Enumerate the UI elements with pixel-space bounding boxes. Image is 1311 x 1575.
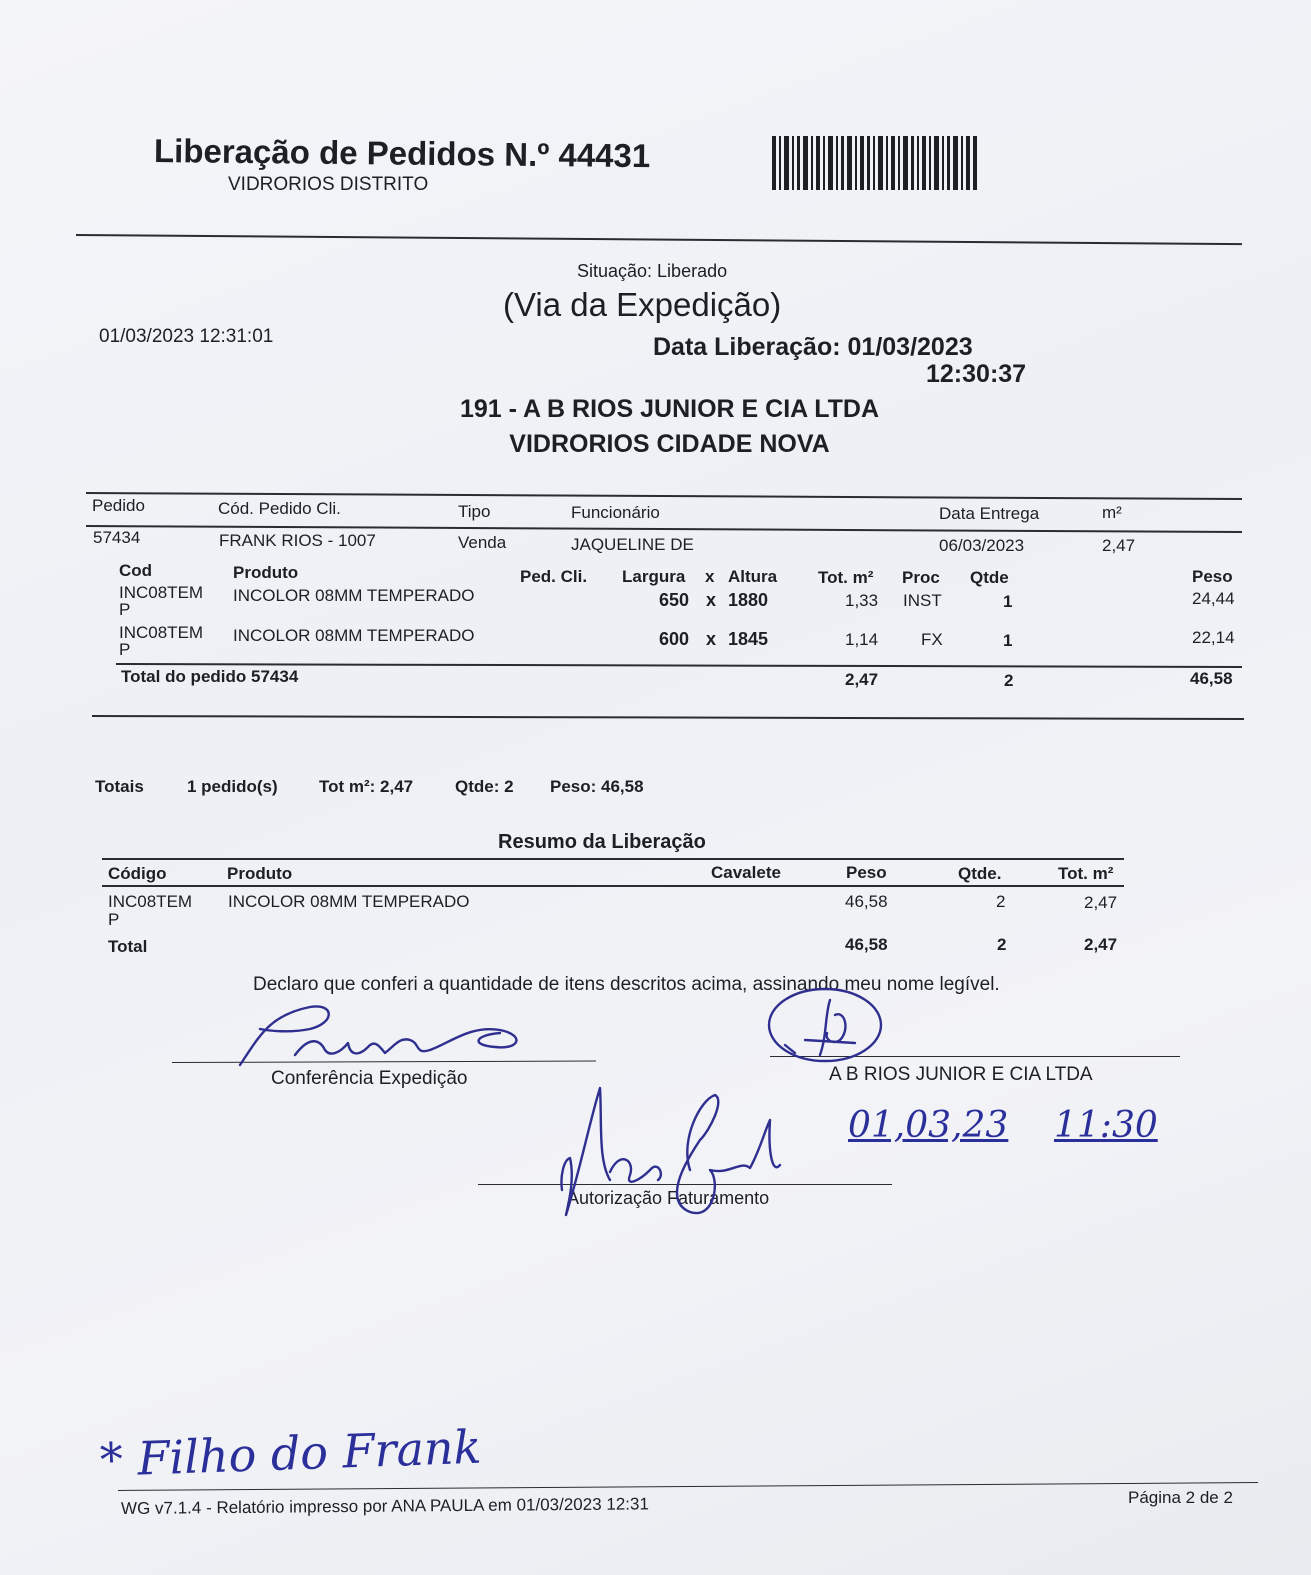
document-subtitle: VIDRORIOS DISTRITO (228, 174, 429, 195)
summary-col-cavalete: Cavalete (711, 863, 781, 882)
summary-peso: 46,58 (845, 892, 888, 911)
totals-tot-m2: Tot m²: 2,47 (319, 777, 414, 796)
item-altura: 1880 (728, 590, 769, 610)
totals-pedidos: 1 pedido(s) (187, 777, 278, 796)
summary-col-tot-m2: Tot. m² (1058, 864, 1114, 883)
item-cod: INC08TEM P (119, 623, 204, 659)
summary-col-codigo: Código (108, 864, 167, 883)
item-cod: INC08TEM P (119, 583, 204, 619)
via-label: (Via da Expedição) (503, 286, 782, 323)
print-timestamp: 01/03/2023 12:31:01 (99, 326, 274, 347)
summary-total-qtde: 2 (997, 935, 1007, 954)
col-cod-pedido-cli: Cód. Pedido Cli. (218, 499, 341, 518)
order-data-entrega: 06/03/2023 (939, 536, 1025, 555)
item-proc: INST (903, 591, 942, 610)
summary-col-peso: Peso (846, 863, 887, 882)
item-produto: INCOLOR 08MM TEMPERADO (233, 586, 475, 605)
barcode (772, 136, 978, 190)
item-largura: 650 (659, 590, 690, 610)
item-peso: 24,44 (1192, 589, 1235, 608)
totals-qtde: Qtde: 2 (455, 777, 514, 796)
item-col-tot-m2: Tot. m² (818, 568, 874, 587)
order-total-peso: 46,58 (1190, 669, 1233, 688)
col-m2: m² (1102, 503, 1122, 522)
company-name: 191 - A B RIOS JUNIOR E CIA LTDA (459, 395, 880, 423)
order-cod-pedido-cli: FRANK RIOS - 1007 (219, 531, 376, 550)
item-qtde: 1 (1003, 592, 1013, 611)
item-proc: FX (921, 630, 943, 649)
item-tot-m2: 1,33 (845, 591, 879, 610)
item-x: x (706, 629, 717, 649)
item-col-largura: Largura (622, 567, 686, 586)
order-table-bottom-rule (92, 715, 1244, 720)
company-branch: VIDRORIOS CIDADE NOVA (509, 430, 830, 458)
signature-ana-paula (540, 1080, 790, 1220)
handwritten-date: 01,03,23 (848, 1105, 1009, 1146)
item-qtde: 1 (1003, 631, 1013, 650)
release-time: 12:30:37 (926, 360, 1027, 388)
summary-total-label: Total (108, 937, 148, 956)
item-x: x (706, 590, 717, 610)
col-pedido: Pedido (92, 496, 145, 515)
order-total-qtde: 2 (1004, 671, 1014, 690)
summary-produto: INCOLOR 08MM TEMPERADO (228, 892, 470, 911)
handwritten-time: 11:30 (1054, 1105, 1158, 1146)
summary-total-tot-m2: 2,47 (1084, 935, 1118, 954)
order-m2: 2,47 (1102, 536, 1136, 555)
header-divider (76, 234, 1242, 245)
footer-printed-by: WG v7.1.4 - Relatório impresso por ANA PAULA em 01/03/2023 12:31 (120, 1494, 649, 1518)
signature-paula (200, 995, 560, 1075)
summary-top-rule (102, 858, 1124, 860)
item-peso: 22,14 (1192, 628, 1235, 647)
item-col-ped-cli: Ped. Cli. (520, 567, 588, 586)
item-col-produto: Produto (233, 563, 299, 582)
release-date: Data Liberação: 01/03/2023 (653, 333, 973, 361)
order-tipo: Venda (458, 533, 507, 552)
status-label: Situação: Liberado (577, 261, 728, 281)
summary-codigo: INC08TEM P (108, 892, 193, 929)
order-total-label: Total do pedido 57434 (121, 667, 299, 686)
document-title: Liberação de Pedidos N.º 44431 (153, 132, 651, 175)
summary-total-peso: 46,58 (845, 935, 888, 954)
totals-peso: Peso: 46,58 (550, 777, 644, 796)
summary-qtde: 2 (996, 892, 1006, 911)
order-funcionario: JAQUELINE DE (571, 535, 694, 554)
item-tot-m2: 1,14 (845, 630, 879, 649)
col-tipo: Tipo (458, 502, 491, 521)
signature-label-autorizacao: Autorização Faturamento (567, 1188, 770, 1208)
col-funcionario: Funcionário (571, 503, 660, 522)
item-largura: 600 (659, 629, 690, 649)
signature-label-company: A B RIOS JUNIOR E CIA LTDA (829, 1064, 1093, 1085)
summary-title: Resumo da Liberação (498, 831, 706, 853)
footer-page-number: Página 2 de 2 (1128, 1488, 1233, 1507)
item-col-peso: Peso (1192, 567, 1233, 586)
item-col-cod: Cod (119, 561, 153, 580)
summary-col-produto: Produto (227, 864, 293, 883)
signature-label-conferencia: Conferência Expedição (271, 1068, 468, 1089)
totals-label: Totais (95, 777, 144, 796)
item-produto: INCOLOR 08MM TEMPERADO (233, 626, 475, 645)
handwritten-note: * Filho do Frank (99, 1419, 483, 1487)
item-col-qtde: Qtde (970, 568, 1009, 587)
summary-header-rule (102, 885, 1124, 887)
col-data-entrega: Data Entrega (939, 504, 1040, 523)
footer-rule (118, 1482, 1258, 1491)
order-total-m2: 2,47 (845, 670, 879, 689)
item-col-x: x (705, 567, 715, 586)
stamp-signature (765, 985, 895, 1065)
item-col-altura: Altura (728, 567, 778, 586)
summary-tot-m2: 2,47 (1084, 893, 1118, 912)
declaration-text: Declaro que conferi a quantidade de itens descritos acima, assinando meu nome legível. (253, 974, 1000, 995)
summary-col-qtde: Qtde. (958, 864, 1002, 883)
item-col-proc: Proc (902, 568, 940, 587)
item-altura: 1845 (728, 629, 769, 649)
order-pedido: 57434 (93, 528, 141, 547)
